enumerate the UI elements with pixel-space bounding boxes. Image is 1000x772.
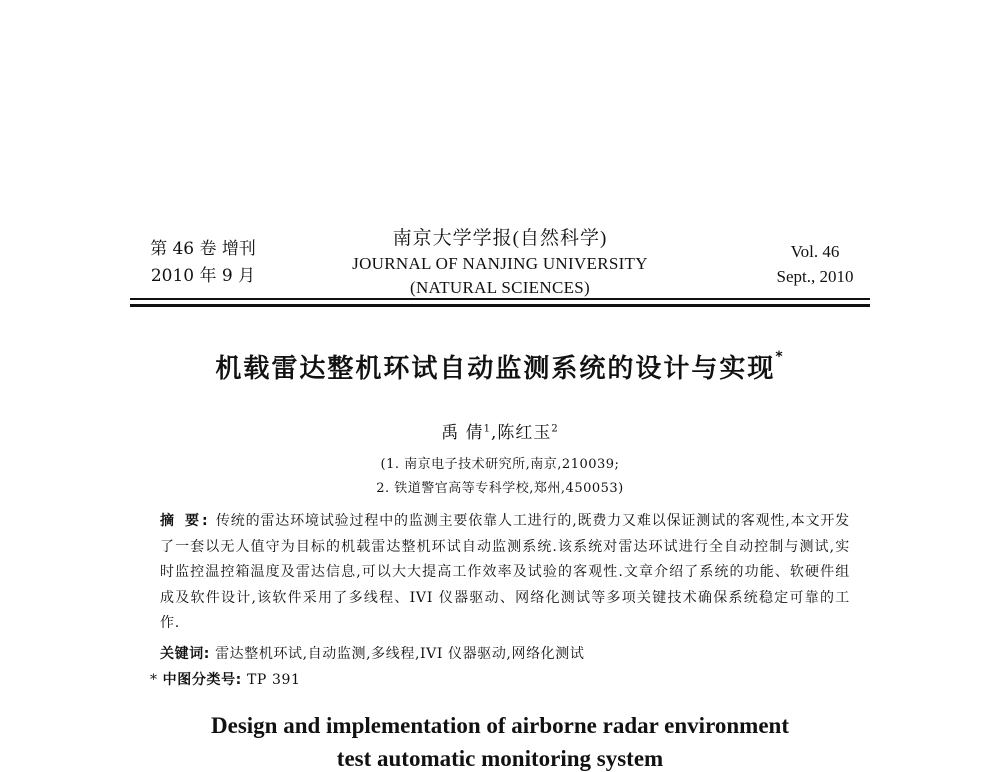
paper-title-cn-text: 机载雷达整机环试自动监测系统的设计与实现 [215, 354, 776, 384]
journal-date-en: Sept., 2010 [776, 267, 854, 286]
clc-value: TP 391 [246, 672, 301, 688]
journal-volume-cn: 第 46 卷 增刊 [150, 239, 256, 259]
journal-volume-block [123, 236, 283, 290]
header-rule-thin [130, 298, 870, 300]
journal-volume-en-block [750, 239, 880, 289]
journal-name-en-sub: (NATURAL SCIENCES) [410, 278, 590, 297]
author-line [200, 418, 800, 443]
journal-name-en: JOURNAL OF NANJING UNIVERSITY [352, 254, 648, 273]
author-separator: , [491, 423, 498, 443]
journal-date-cn: 2010 年 9 月 [150, 266, 256, 286]
author-affil-mark: 2 [551, 423, 559, 435]
journal-volume-en: Vol. 46 [790, 242, 840, 261]
classification-code [150, 669, 650, 689]
clc-footnote-mark: * [150, 672, 158, 688]
paper-title-footnote-mark: * [775, 349, 785, 366]
affiliation-1: (1. 南京电子技术研究所,南京,210039; [380, 457, 620, 472]
author-name: 禹 倩 [441, 423, 484, 443]
header-rule-thick [130, 304, 870, 307]
keywords [160, 643, 850, 663]
keywords-label: 关键词: [160, 646, 210, 662]
journal-name-cn: 南京大学学报(自然科学) [392, 228, 608, 249]
journal-name-block [330, 226, 670, 300]
paper-title-en-line2: test automatic monitoring system [336, 746, 664, 771]
abstract [160, 509, 850, 637]
paper-title-cn [100, 348, 900, 385]
abstract-text: 传统的雷达环境试验过程中的监测主要依靠人工进行的,既费力又难以保证测试的客观性,本文开发了一套以无人值守为目标的机载雷达整机环试自动监测系统.该系统对雷达环试进行全自动控制与测试,实时监控温控箱温度及雷达信息,可以大大提高工作效率及试验的客观性.文章介绍了系统的功能、软硬件组成及软件设计,该软件采用了多线程、IVI 仪器驱动、网络化测试等多项关键技术确保系统稳定可靠的工作. [160, 513, 850, 631]
affiliation-2: 2. 铁道警官高等专科学校,郑州,450053) [376, 481, 624, 496]
keywords-text: 雷达整机环试,自动监测,多线程,IVI 仪器驱动,网络化测试 [215, 646, 585, 662]
paper-title-en-line1: Design and implementation of airborne radar environment [211, 713, 789, 738]
author-name: 陈红玉 [497, 423, 552, 443]
clc-label: 中图分类号: [162, 672, 242, 688]
abstract-label: 摘 要: [160, 513, 211, 529]
author-affil-mark: 1 [483, 423, 491, 435]
